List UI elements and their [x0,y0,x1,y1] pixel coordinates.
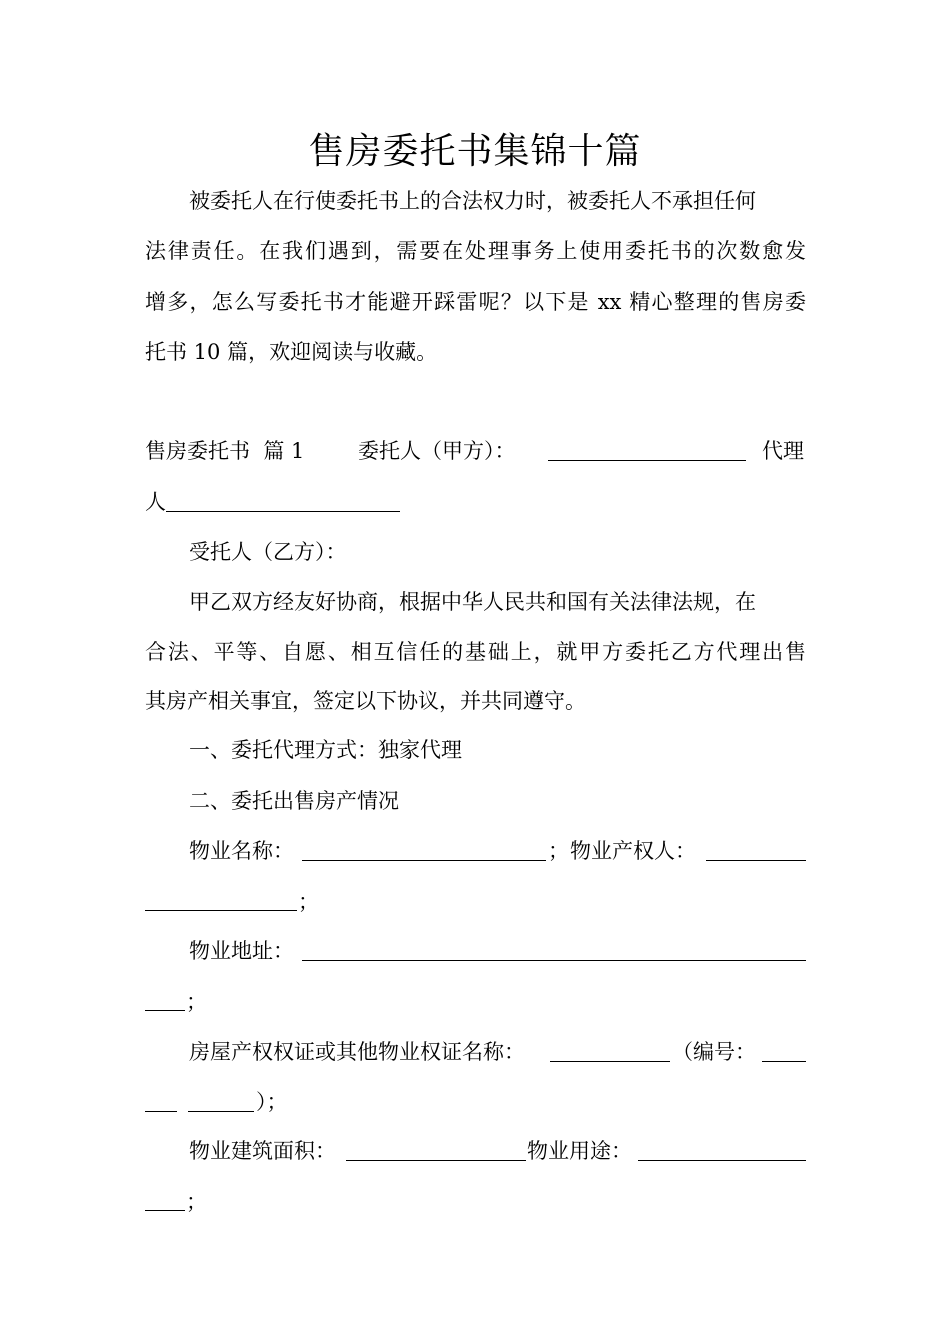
close-paren: ）； [256,1090,288,1114]
property-name-label: 物业名称： [189,839,294,863]
number-blank-2 [145,1091,177,1112]
intro-line-3: 增多，怎么写委托书才能避开踩雷呢？以下是 xx 精心整理的售房委 [145,290,806,314]
owner-blank-1 [706,840,806,861]
cert-blank [550,1041,670,1062]
semicolon-1: ； [548,839,569,863]
property-name-blank [302,840,546,861]
intro-line-1: 被委托人在行使委托书上的合法权力时，被委托人不承担任何 [189,189,756,213]
usage-blank-1 [638,1140,806,1161]
semicolon-4: ； [186,1190,207,1214]
usage-blank-2 [145,1190,185,1211]
principal-blank [548,440,746,461]
para1-line-1: 甲乙双方经友好协商，根据中华人民共和国有关法律法规，在 [189,590,756,614]
number-blank-3 [188,1091,254,1112]
para1-line-2: 合法、平等、自愿、相互信任的基础上，就甲方委托乙方代理出售 [145,640,806,664]
section-heading: 售房委托书 篇 1 [145,439,305,463]
number-label: （编号： [672,1040,756,1064]
para1-line-3: 其房产相关事宜，签定以下协议，并共同遵守。 [145,689,586,713]
agent-label-cont: 人 [145,490,166,514]
area-label: 物业建筑面积： [189,1139,336,1163]
owner-label: 物业产权人： [570,839,696,863]
item-1: 一、委托代理方式：独家代理 [189,738,462,762]
document-title: 售房委托书集锦十篇 [308,131,642,172]
intro-line-2: 法律责任。在我们遇到，需要在处理事务上使用委托书的次数愈发 [145,239,806,263]
address-blank-1 [302,940,806,961]
agent-blank [166,491,400,512]
number-blank-1 [762,1041,806,1062]
agent-label: 代理 [762,439,804,463]
item-2: 二、委托出售房产情况 [189,789,399,813]
semicolon-2: ； [298,890,319,914]
usage-label: 物业用途： [527,1139,632,1163]
owner-blank-2 [145,890,297,911]
address-label: 物业地址： [189,939,294,963]
principal-label: 委托人（甲方）： [358,439,516,463]
area-blank [346,1140,526,1161]
cert-label: 房屋产权权证或其他物业权证名称： [189,1040,525,1064]
address-blank-2 [145,990,185,1011]
intro-line-4: 托书 10 篇，欢迎阅读与收藏。 [145,340,438,364]
semicolon-3: ； [186,990,207,1014]
trustee-label: 受托人（乙方）： [189,540,347,564]
